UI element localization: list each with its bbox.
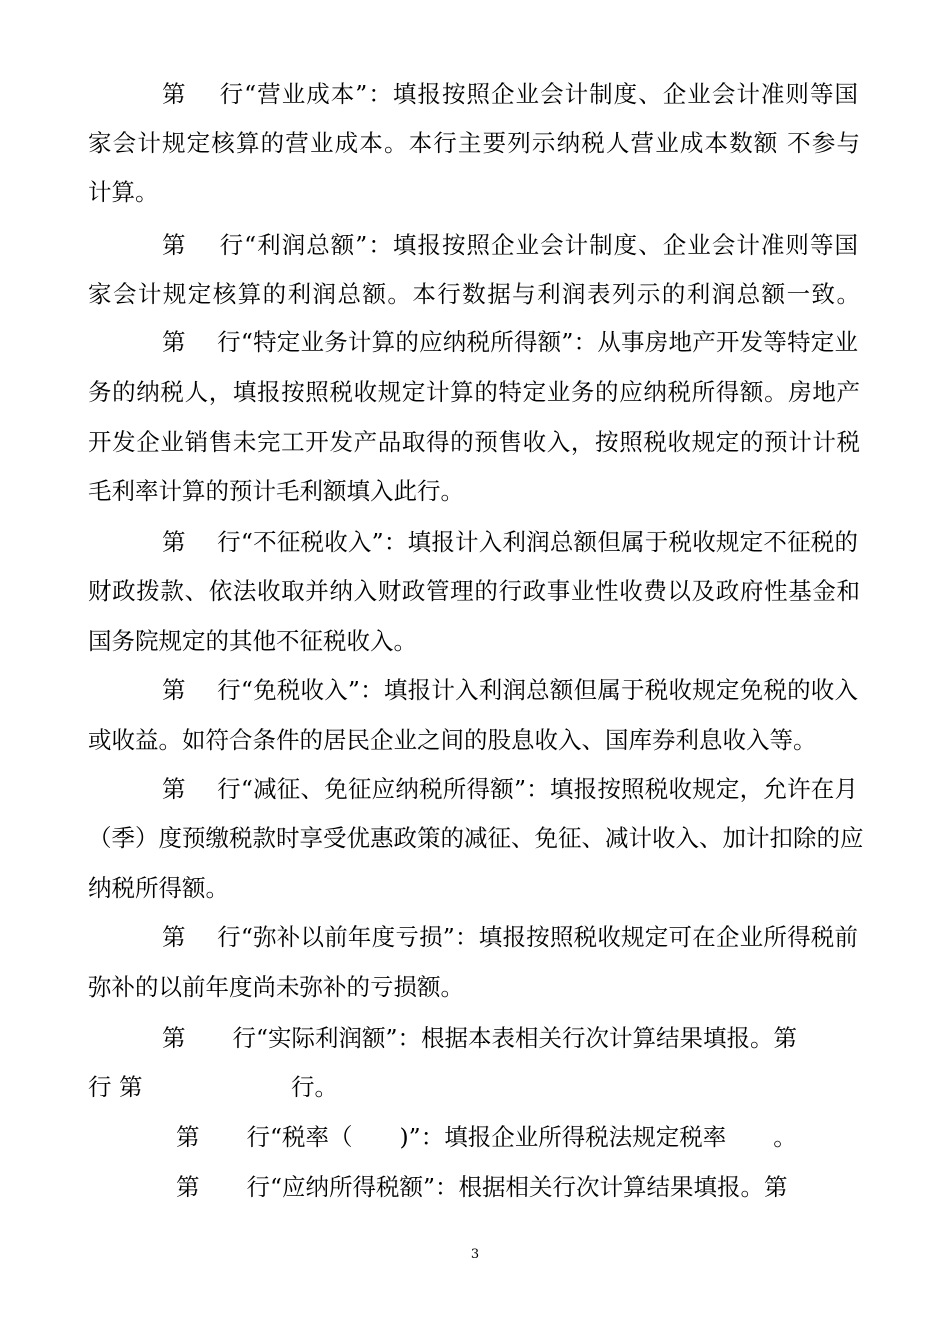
paragraph-special-business-line-2: 务的纳税人，填报按照税收规定计算的特定业务的应纳税所得额。房地产 [88, 378, 860, 406]
paragraph-reduced-taxable-income-line-1: 第 行“减征、免征应纳税所得额”：填报按照税收规定，允许在月 [162, 775, 858, 803]
paragraph-non-taxable-income-line-3: 国务院规定的其他不征税收入。 [88, 627, 417, 655]
paragraph-reduced-taxable-income-line-2: （季）度预缴税款时享受优惠政策的减征、免征、减计收入、加计扣除的应 [88, 824, 864, 852]
paragraph-tax-payable-line-1: 第 行“应纳所得税额”：根据相关行次计算结果填报。第 [176, 1173, 788, 1201]
paragraph-tax-rate-line-1: 第 行“税率（ )”：填报企业所得税法规定税率 。 [176, 1123, 797, 1151]
paragraph-reduced-taxable-income-line-3: 纳税所得额。 [88, 874, 229, 902]
paragraph-actual-profit-line-1: 第 行“实际利润额”：根据本表相关行次计算结果填报。第 [162, 1024, 798, 1052]
paragraph-operating-cost-line-3: 计算。 [88, 178, 159, 206]
paragraph-non-taxable-income-line-2: 财政拨款、依法收取并纳入财政管理的行政事业性收费以及政府性基金和 [88, 577, 860, 605]
paragraph-previous-loss-line-1: 第 行“弥补以前年度亏损”：填报按照税收规定可在企业所得税前 [162, 923, 858, 951]
paragraph-special-business-line-4: 毛利率计算的预计毛利额填入此行。 [88, 477, 464, 505]
paragraph-total-profit-line-2: 家会计规定核算的利润总额。本行数据与利润表列示的利润总额一致。 [88, 280, 860, 308]
paragraph-tax-exempt-income-line-1: 第 行“免税收入”：填报计入利润总额但属于税收规定免税的收入 [162, 676, 858, 704]
paragraph-operating-cost-line-2: 家会计规定核算的营业成本。本行主要列示纳税人营业成本数额 不参与 [88, 129, 860, 157]
paragraph-special-business-line-3: 开发企业销售未完工开发产品取得的预售收入，按照税收规定的预计计税 [88, 428, 860, 456]
page-number: 3 [470, 1247, 480, 1262]
paragraph-non-taxable-income-line-1: 第 行“不征税收入”：填报计入利润总额但属于税收规定不征税的 [162, 528, 858, 556]
paragraph-operating-cost-line-1: 第 行“营业成本”：填报按照企业会计制度、企业会计准则等国 [162, 80, 858, 108]
paragraph-total-profit-line-1: 第 行“利润总额”：填报按照企业会计制度、企业会计准则等国 [162, 231, 858, 259]
paragraph-tax-exempt-income-line-2: 或收益。如符合条件的居民企业之间的股息收入、国库券利息收入等。 [88, 726, 817, 754]
paragraph-actual-profit-line-2: 行 第 行。 [88, 1073, 338, 1101]
paragraph-previous-loss-line-2: 弥补的以前年度尚未弥补的亏损额。 [88, 973, 464, 1001]
paragraph-special-business-line-1: 第 行“特定业务计算的应纳税所得额”：从事房地产开发等特定业 [162, 328, 858, 356]
